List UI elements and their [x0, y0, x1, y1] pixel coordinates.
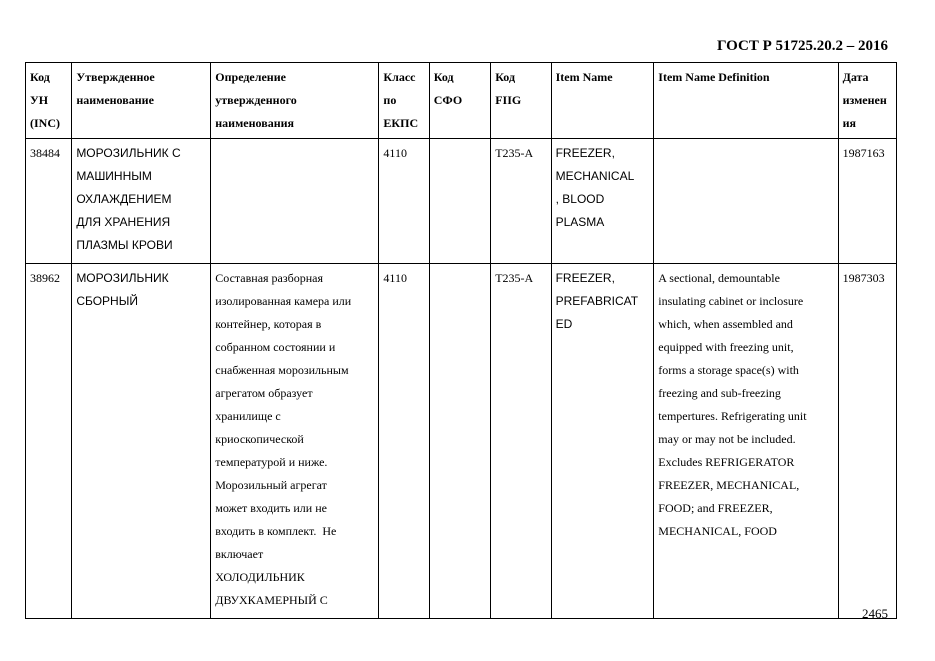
- cell-item-name-definition: A sectional, demountable insulating cabinet or inclosure which, when assembled and equipped with freezing unit, forms a storage space(s) with freezing and sub-freezing tempertures. Refrigerating unit may or may not be included. Excludes REFRIGERATOR FREEZER, MECHANICAL, FOOD; and FREEZER, MECHANICAL, FOOD: [654, 264, 838, 619]
- cell-change-date: 1987303: [838, 264, 896, 619]
- cell-ekps-class: 4110: [379, 264, 429, 619]
- col-header-change-date: Дата изменен ия: [838, 63, 896, 139]
- cell-approved-name: МОРОЗИЛЬНИК СБОРНЫЙ: [72, 264, 211, 619]
- col-header-ekps-class: Класс по ЕКПС: [379, 63, 429, 139]
- col-header-inc: Код УН (INC): [26, 63, 72, 139]
- col-header-fiig-code: Код FIIG: [491, 63, 551, 139]
- col-header-definition-ru: Определение утвержденного наименования: [211, 63, 379, 139]
- col-header-item-name-definition: Item Name Definition: [654, 63, 838, 139]
- col-header-sfo-code: Код СФО: [429, 63, 490, 139]
- cell-inc: 38962: [26, 264, 72, 619]
- col-header-approved-name: Утвержденное наименование: [72, 63, 211, 139]
- cell-item-name: FREEZER, PREFABRICAT ED: [551, 264, 654, 619]
- cell-definition-ru: Составная разборная изолированная камера или контейнер, которая в собранном состоянии и снабженная морозильным агрегатом образует хранилище с криоскопической температурой и ниже. Морозильный агрегат может входить или не входить в комплект. Не включает ХОЛОДИЛЬНИК ДВУХКАМЕРНЫЙ С: [211, 264, 379, 619]
- cell-approved-name: МОРОЗИЛЬНИК С МАШИННЫМ ОХЛАЖДЕНИЕМ ДЛЯ ХРАНЕНИЯ ПЛАЗМЫ КРОВИ: [72, 139, 211, 264]
- cell-sfo-code: [429, 264, 490, 619]
- cell-change-date: 1987163: [838, 139, 896, 264]
- cell-item-name: FREEZER, MECHANICAL , BLOOD PLASMA: [551, 139, 654, 264]
- cell-ekps-class: 4110: [379, 139, 429, 264]
- cell-inc: 38484: [26, 139, 72, 264]
- table-row: [26, 264, 897, 619]
- table-row: [26, 139, 897, 264]
- cell-fiig-code: T235-A: [491, 264, 551, 619]
- inc-table: [25, 62, 897, 619]
- document-header: ГОСТ Р 51725.20.2 – 2016: [716, 38, 888, 54]
- cell-fiig-code: T235-A: [491, 139, 551, 264]
- cell-item-name-definition: [654, 139, 838, 264]
- cell-sfo-code: [429, 139, 490, 264]
- col-header-item-name: Item Name: [551, 63, 654, 139]
- page-number: 2465: [862, 606, 888, 621]
- cell-definition-ru: [211, 139, 379, 264]
- table-header-row: [26, 63, 897, 139]
